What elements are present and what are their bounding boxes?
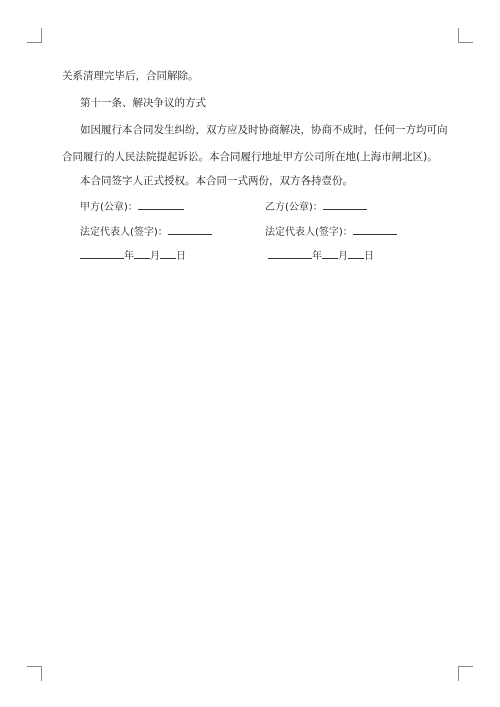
year-label: 年 [312, 251, 322, 262]
party-b-seal-line [265, 199, 367, 215]
page-corner-mark-bottom-right [458, 666, 473, 681]
party-a-day-blank[interactable] [160, 248, 176, 259]
paragraph-dispute-line-2: 合同履行的人民法院提起诉讼。本合同履行地址甲方公司所在地(上海市闸北区)。 [62, 151, 438, 163]
party-b-date-line [268, 248, 374, 264]
paragraph-authorization: 本合同签字人正式授权。本合同一式两份，双方各持壹份。 [80, 175, 353, 187]
paragraph-contract-termination: 关系清理完毕后，合同解除。 [62, 70, 199, 82]
paragraph-dispute-line-1: 如因履行本合同发生纠纷，双方应及时协商解决，协商不成时，任何一方均可向 [80, 124, 448, 136]
party-a-representative-blank[interactable] [168, 224, 212, 235]
page-corner-mark-top-left [27, 28, 42, 43]
party-a-date-line [80, 248, 186, 264]
article-11-heading: 第十一条、解决争议的方式 [80, 97, 206, 109]
month-label: 月 [150, 251, 160, 262]
party-b-month-blank[interactable] [322, 248, 338, 259]
party-b-representative-line [265, 224, 397, 240]
party-b-year-blank[interactable] [268, 248, 312, 259]
party-a-year-blank[interactable] [80, 248, 124, 259]
month-label: 月 [338, 251, 348, 262]
party-b-day-blank[interactable] [348, 248, 364, 259]
party-b-representative-blank[interactable] [353, 224, 397, 235]
day-label: 日 [364, 251, 374, 262]
party-b-seal-blank[interactable] [323, 199, 367, 210]
party-a-month-blank[interactable] [134, 248, 150, 259]
party-a-seal-line [80, 199, 184, 215]
day-label: 日 [176, 251, 186, 262]
page-corner-mark-bottom-left [27, 666, 42, 681]
party-b-representative-label: 法定代表人(签字)： [265, 227, 353, 238]
page-corner-mark-top-right [458, 28, 473, 43]
party-a-representative-line [80, 224, 212, 240]
party-a-seal-blank[interactable] [138, 199, 184, 210]
party-b-seal-label: 乙方(公章)： [265, 202, 323, 213]
party-a-representative-label: 法定代表人(签字)： [80, 227, 168, 238]
party-a-seal-label: 甲方(公章)： [80, 202, 138, 213]
year-label: 年 [124, 251, 134, 262]
